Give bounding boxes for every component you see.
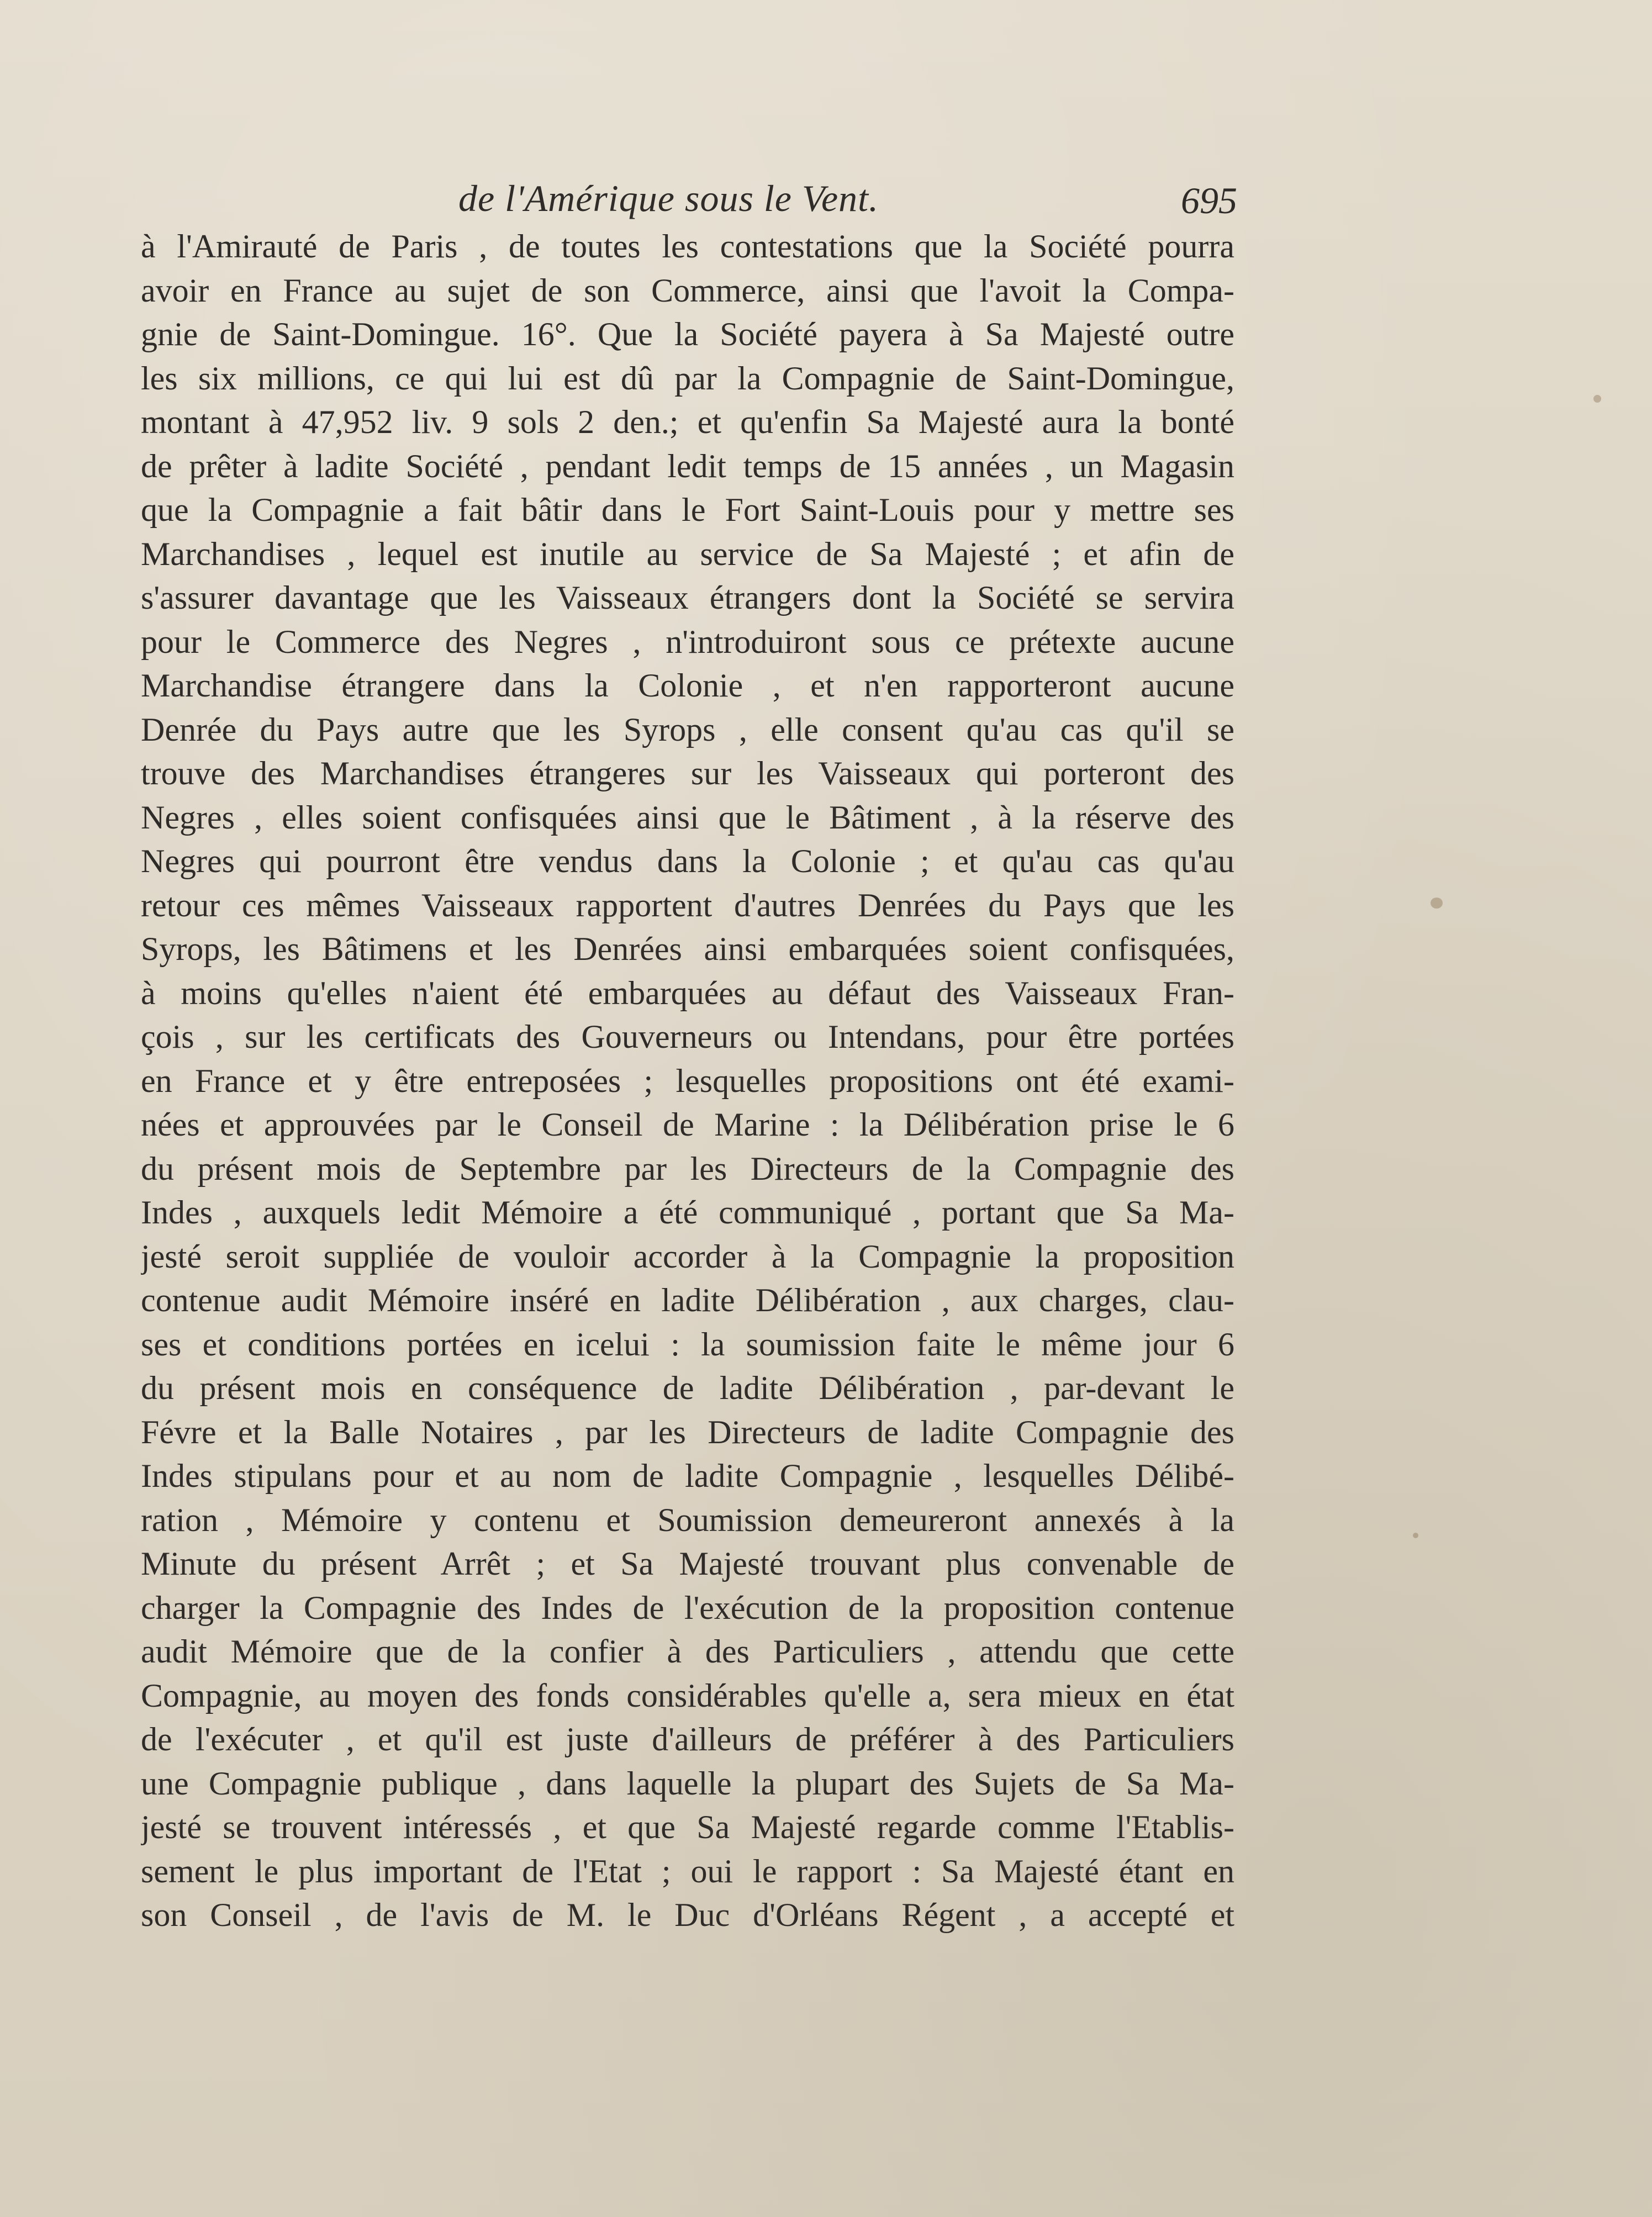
page-header — [138, 166, 1237, 232]
text-line: trouve des Marchandises étrangeres sur les Vaisseaux qui porteront des — [141, 755, 1234, 791]
text-line: charger la Compagnie des Indes de l'exécution de la proposition contenue — [141, 1589, 1234, 1626]
text-line: du présent mois de Septembre par les Directeurs de la Compagnie des — [141, 1150, 1234, 1187]
text-line: Denrée du Pays autre que les Syrops , elle consent qu'au cas qu'il se — [141, 711, 1234, 748]
text-line: du présent mois en conséquence de ladite Délibération , par-devant le — [141, 1370, 1234, 1406]
text-line: nées et approuvées par le Conseil de Marine : la Délibération prise le 6 — [141, 1106, 1234, 1143]
text-line: audit Mémoire que de la confier à des Particuliers , attendu que cette — [141, 1633, 1234, 1670]
text-line: jesté seroit suppliée de vouloir accorder à la Compagnie la proposition — [141, 1238, 1234, 1275]
text-line: son Conseil , de l'avis de M. le Duc d'Orléans Régent , a accepté et — [141, 1897, 1234, 1933]
text-line: Negres qui pourront être vendus dans la Colonie ; et qu'au cas qu'au — [141, 843, 1234, 879]
text-line: çois , sur les certificats des Gouverneurs ou Intendans, pour être portées — [141, 1018, 1234, 1055]
text-line: que la Compagnie a fait bâtir dans le Fort Saint-Louis pour y mettre ses — [141, 492, 1234, 528]
paper-stain — [1413, 1533, 1418, 1538]
text-line: Févre et la Balle Notaires , par les Directeurs de ladite Compagnie des — [141, 1413, 1234, 1450]
text-line: les six millions, ce qui lui est dû par la Compagnie de Saint-Domingue, — [141, 360, 1234, 397]
text-line: s'assurer davantage que les Vaisseaux étrangers dont la Société se servira — [141, 579, 1234, 616]
text-line: sement le plus important de l'Etat ; oui le rapport : Sa Majesté étant en — [141, 1852, 1234, 1889]
text-line: ration , Mémoire y contenu et Soumission demeureront annexés à la — [141, 1501, 1234, 1538]
text-line: à l'Amirauté de Paris , de toutes les contestations que la Société pourra — [141, 228, 1234, 265]
text-line: Negres , elles soient confisquées ainsi que le Bâtiment , à la réserve des — [141, 799, 1234, 836]
text-line: avoir en France au sujet de son Commerce, ainsi que l'avoit la Compa- — [141, 272, 1234, 309]
text-line: retour ces mêmes Vaisseaux rapportent d'autres Denrées du Pays que les — [141, 886, 1234, 923]
text-line: Marchandise étrangere dans la Colonie , et n'en rapporteront aucune — [141, 667, 1234, 704]
text-line: pour le Commerce des Negres , n'introduiront sous ce prétexte aucune — [141, 623, 1234, 660]
text-line: en France et y être entreposées ; lesquelles propositions ont été exami- — [141, 1062, 1234, 1099]
text-line: une Compagnie publique , dans laquelle la plupart des Sujets de Sa Ma- — [141, 1765, 1234, 1802]
page-number: 695 — [1181, 180, 1237, 221]
body-text — [141, 225, 1234, 1938]
text-line: Compagnie, au moyen des fonds considérables qu'elle a, sera mieux en état — [141, 1677, 1234, 1714]
paper-stain — [1593, 395, 1601, 403]
text-line: contenue audit Mémoire inséré en ladite Délibération , aux charges, clau- — [141, 1282, 1234, 1318]
text-line: gnie de Saint-Domingue. 16°. Que la Société payera à Sa Majesté outre — [141, 316, 1234, 352]
paper-stain — [1431, 898, 1443, 909]
text-line: de prêter à ladite Société , pendant ledit temps de 15 années , un Magasin — [141, 447, 1234, 484]
text-line: Marchandises , lequel est inutile au service de Sa Majesté ; et afin de — [141, 535, 1234, 572]
text-line: Indes stipulans pour et au nom de ladite Compagnie , lesquelles Délibé- — [141, 1458, 1234, 1494]
text-line: ses et conditions portées en icelui : la soumission faite le même jour 6 — [141, 1326, 1234, 1363]
text-line: Minute du présent Arrêt ; et Sa Majesté trouvant plus convenable de — [141, 1545, 1234, 1582]
text-line: jesté se trouvent intéressés , et que Sa Majesté regarde comme l'Etablis- — [141, 1809, 1234, 1845]
text-line: montant à 47,952 liv. 9 sols 2 den.; et qu'enfin Sa Majesté aura la bonté — [141, 404, 1234, 440]
running-title: de l'Amérique sous le Vent. — [458, 177, 879, 219]
text-line: à moins qu'elles n'aient été embarquées au défaut des Vaisseaux Fran- — [141, 974, 1234, 1011]
text-line: Syrops, les Bâtimens et les Denrées ainsi embarquées soient confisquées, — [141, 931, 1234, 967]
text-line: Indes , auxquels ledit Mémoire a été communiqué , portant que Sa Ma- — [141, 1194, 1234, 1231]
text-line: de l'exécuter , et qu'il est juste d'ailleurs de préférer à des Particuliers — [141, 1721, 1234, 1757]
